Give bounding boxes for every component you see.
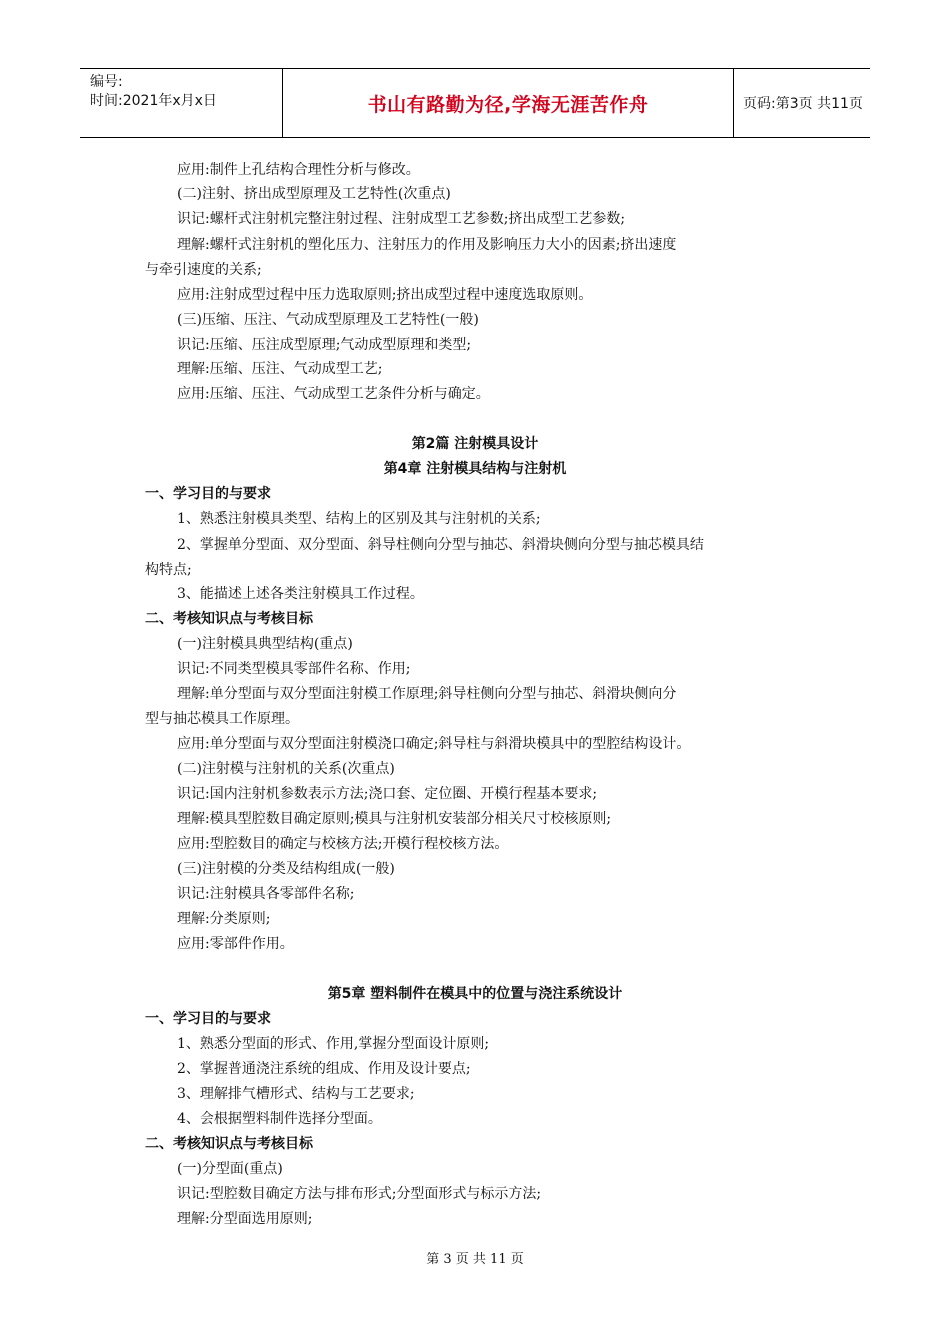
- body-line: 理解:单分型面与双分型面注射模工作原理;斜导柱侧向分型与抽芯、斜滑块侧向分: [177, 686, 677, 702]
- section-heading: 一、学习目的与要求: [145, 1011, 271, 1027]
- list-item: 1、熟悉注射模具类型、结构上的区别及其与注射机的关系;: [177, 511, 541, 527]
- chapter-title: 第5章 塑料制件在模具中的位置与浇注系统设计: [327, 986, 623, 1002]
- document-number-label: 编号:: [90, 74, 123, 90]
- body-line: 应用:零部件作用。: [177, 936, 294, 952]
- document-date: 时间:2021年x月x日: [90, 93, 217, 109]
- body-line: 识记:型腔数目确定方法与排布形式;分型面形式与标示方法;: [177, 1186, 542, 1202]
- section-heading: 一、学习目的与要求: [145, 486, 271, 502]
- body-line: 应用:型腔数目的确定与校核方法;开模行程校核方法。: [177, 836, 509, 852]
- body-line: 识记:压缩、压注成型原理;气动成型原理和类型;: [177, 337, 472, 353]
- body-line: 识记:螺杆式注射机完整注射过程、注射成型工艺参数;挤出成型工艺参数;: [177, 211, 626, 227]
- body-line: 识记:注射模具各零部件名称;: [177, 886, 355, 902]
- part-title: 第2篇 注射模具设计: [411, 436, 539, 452]
- subsection-heading: (三)注射模的分类及结构组成(一般): [177, 861, 395, 877]
- subsection-heading: (一)注射模具典型结构(重点): [177, 636, 353, 652]
- body-line: 识记:不同类型模具零部件名称、作用;: [177, 661, 411, 677]
- body-line: 应用:单分型面与双分型面注射模浇口确定;斜导柱与斜滑块模具中的型腔结构设计。: [177, 736, 691, 752]
- body-line: 应用:制件上孔结构合理性分析与修改。: [177, 162, 420, 178]
- body-line: 理解:压缩、压注、气动成型工艺;: [177, 361, 383, 377]
- body-line: 构特点;: [145, 562, 192, 578]
- body-line: 应用:压缩、压注、气动成型工艺条件分析与确定。: [177, 386, 490, 402]
- list-item: 2、掌握单分型面、双分型面、斜导柱侧向分型与抽芯、斜滑块侧向分型与抽芯模具结: [177, 537, 704, 553]
- list-item: 4、会根据塑料制件选择分型面。: [177, 1111, 382, 1127]
- body-line: 理解:模具型腔数目确定原则;模具与注射机安装部分相关尺寸校核原则;: [177, 811, 612, 827]
- body-line: 应用:注射成型过程中压力选取原则;挤出成型过程中速度选取原则。: [177, 287, 593, 303]
- subsection-heading: (三)压缩、压注、气动成型原理及工艺特性(一般): [177, 312, 479, 328]
- list-item: 2、掌握普通浇注系统的组成、作用及设计要点;: [177, 1061, 471, 1077]
- subsection-heading: (二)注射模与注射机的关系(次重点): [177, 761, 395, 777]
- section-heading: 二、考核知识点与考核目标: [145, 611, 313, 627]
- body-line: 理解:分类原则;: [177, 911, 271, 927]
- subsection-heading: (一)分型面(重点): [177, 1161, 283, 1177]
- page-footer: 第 3 页 共 11 页: [426, 1252, 524, 1267]
- subsection-heading: (二)注射、挤出成型原理及工艺特性(次重点): [177, 186, 451, 202]
- body-line: 理解:螺杆式注射机的塑化压力、注射压力的作用及影响压力大小的因素;挤出速度: [177, 237, 677, 253]
- body-line: 理解:分型面选用原则;: [177, 1211, 313, 1227]
- chapter-title: 第4章 注射模具结构与注射机: [383, 461, 567, 477]
- body-line: 型与抽芯模具工作原理。: [145, 711, 299, 727]
- list-item: 1、熟悉分型面的形式、作用,掌握分型面设计原则;: [177, 1036, 490, 1052]
- body-line: 识记:国内注射机参数表示方法;浇口套、定位圈、开模行程基本要求;: [177, 786, 598, 802]
- body-line: 与牵引速度的关系;: [145, 262, 262, 278]
- motto-text: 书山有路勤为径,学海无涯苦作舟: [367, 93, 649, 116]
- section-heading: 二、考核知识点与考核目标: [145, 1136, 313, 1152]
- header-page-info: 页码:第3页 共11页: [743, 96, 863, 112]
- list-item: 3、理解排气槽形式、结构与工艺要求;: [177, 1086, 415, 1102]
- list-item: 3、能描述上述各类注射模具工作过程。: [177, 586, 424, 602]
